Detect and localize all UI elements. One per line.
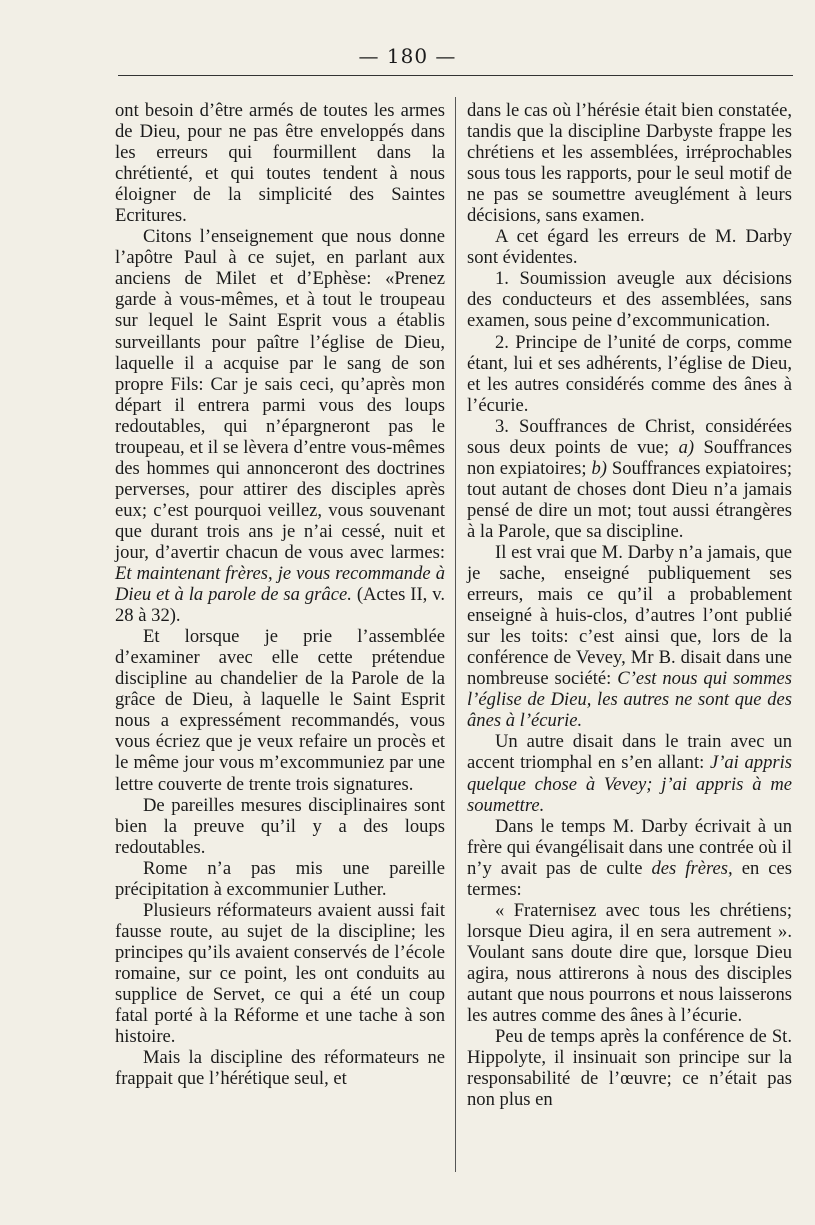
paragraph: [467, 816, 792, 900]
paragraph: dans le cas où l’hérésie était bien constatée, tandis que la discipline Darbyste frappe les chrétiens et les assemblées, irréprochables sous tous les rapports, pour le seul motif de ne pas se soumettre aveuglément à leurs décisions, sans examen.: [467, 100, 792, 227]
paragraph-text: en ces termes:: [467, 857, 792, 900]
paragraph: Peu de temps après la conférence de St. Hippolyte, il insinuait son principe sur la responsabilité de l’œuvre; ce n’était pas non plus en: [467, 1026, 792, 1111]
italic-quote: J’ai appris quelque chose à Vevey; j’ai appris à me soumettre.: [467, 752, 793, 816]
list-item-text: Souffrances non expiatoires;: [467, 436, 792, 479]
paragraph: « Fraternisez avec tous les chrétiens; lorsque Dieu agira, il en sera autrement ». Voulant sans doute dire que, lorsque Dieu agira, nous attirerons à nous des disciples autant que nous pourrons et nous laisserons les autres comme des ânes à l’écurie.: [467, 899, 792, 1027]
italic-quote: C’est nous qui sommes l’église de Dieu, les autres ne sont que des ânes à l’écurie.: [467, 668, 792, 732]
list-item: 2. Principe de l’unité de corps, comme étant, lui et ses adhérents, l’église de Dieu, et les autres considérés comme des ânes à l’écurie.: [467, 331, 792, 416]
list-marker: b): [591, 457, 607, 479]
paragraph: Rome n’a pas mis une pareille précipitation à excommunier Luther.: [115, 857, 445, 900]
paragraph-text: Un autre disait dans le train avec un accent triomphal en s’en allant:: [467, 731, 792, 774]
column-divider: [455, 97, 456, 1172]
header-rule: [118, 75, 793, 76]
italic-quote: Et maintenant frères, je vous recommande à Dieu et à la parole de sa grâce.: [115, 563, 445, 606]
paragraph-text: Citons l’enseignement que nous donne l’apôtre Paul à ce sujet, en parlant aux anciens de Milet et d’Ephèse: «Prenez garde à vous-mêmes, et à tout le troupeau sur lequel le Saint Esprit vous a établis surveillants pour paître l’église de Dieu, laquelle il a acquise par le sang de son propre Fils: Car je sais ceci, qu’après mon départ il entrera parmi vous des loups redoutables, qui n’épargneront pas le troupeau, et il se lèvera d’entre vous-mêmes des hommes qui annonceront des doctrines perverses, pour attirer des disciples après eux; c’est pourquoi veillez, vous souvenant que durant trois ans je n’ai cessé, nuit et jour, d’avertir chacun de vous avec larmes:: [115, 226, 445, 563]
paragraph-text: Il est vrai que M. Darby n’a jamais, que je sache, enseigné publiquement ses erreurs, mais ce qu’il a probablement enseigné à huis-clos, d’autres l’ont publié sur les toits: c’est ainsi que, lors de la conférence de Vevey, Mr B. disait dans une nombreuse société:: [467, 541, 792, 690]
paragraph: A cet égard les erreurs de M. Darby sont évidentes.: [467, 226, 792, 269]
left-column: [115, 100, 445, 1089]
right-column: [467, 100, 792, 1110]
scripture-reference: (Actes II, v. 28 à 32).: [115, 584, 445, 627]
paragraph: [467, 542, 792, 731]
list-item: 1. Soumission aveugle aux décisions des conducteurs et des assemblées, sans examen, sous peine d’excommunication.: [467, 268, 792, 332]
list-marker: a): [678, 436, 695, 458]
paragraph: [467, 731, 792, 815]
paragraph: Plusieurs réformateurs avaient aussi fait fausse route, au sujet de la discipline; les principes qu’ils avaient conservés de l’école romaine, sur ce point, les ont conduits au supplice de Servet, ce qui a été un coup fatal porté à la Réforme et une tache à son histoire.: [115, 899, 445, 1048]
paragraph: [115, 226, 445, 626]
paragraph: ont besoin d’être armés de toutes les armes de Dieu, pour ne pas être enveloppés dans les erreurs qui fourmillent dans la chrétienté, et qui toutes tendent à nous éloigner de la simplicité des Saintes Ecritures.: [115, 100, 445, 227]
list-item: [467, 416, 792, 542]
paragraph: De pareilles mesures disciplinaires sont bien la preuve qu’il y a des loups redoutables.: [115, 794, 445, 858]
page-number: — 180 —: [358, 44, 457, 68]
list-item-text: Souffrances expiatoires; tout autant de choses dont Dieu n’a jamais pensé de dire un mot; tout aussi étrangères à la Parole, que sa discipline.: [467, 457, 793, 542]
paragraph: Et lorsque je prie l’assemblée d’examiner avec elle cette prétendue discipline au chandelier de la Parole de la grâce de Dieu, à laquelle le Saint Esprit nous a expressément recommandés, vous vous écriez que je veux refaire un procès et le même jour vous m’excommuniez par une lettre couverte de trente trois signatures.: [115, 626, 445, 795]
list-item-text: 3. Souffrances de Christ, considérées sous deux points de vue;: [467, 415, 792, 458]
italic-term: des frères,: [651, 857, 733, 879]
paragraph: Mais la discipline des réformateurs ne frappait que l’hérétique seul, et: [115, 1047, 445, 1090]
paragraph-text: Dans le temps M. Darby écrivait à un frère qui évangélisait dans une contrée où il n’y avait pas de culte: [467, 815, 792, 879]
